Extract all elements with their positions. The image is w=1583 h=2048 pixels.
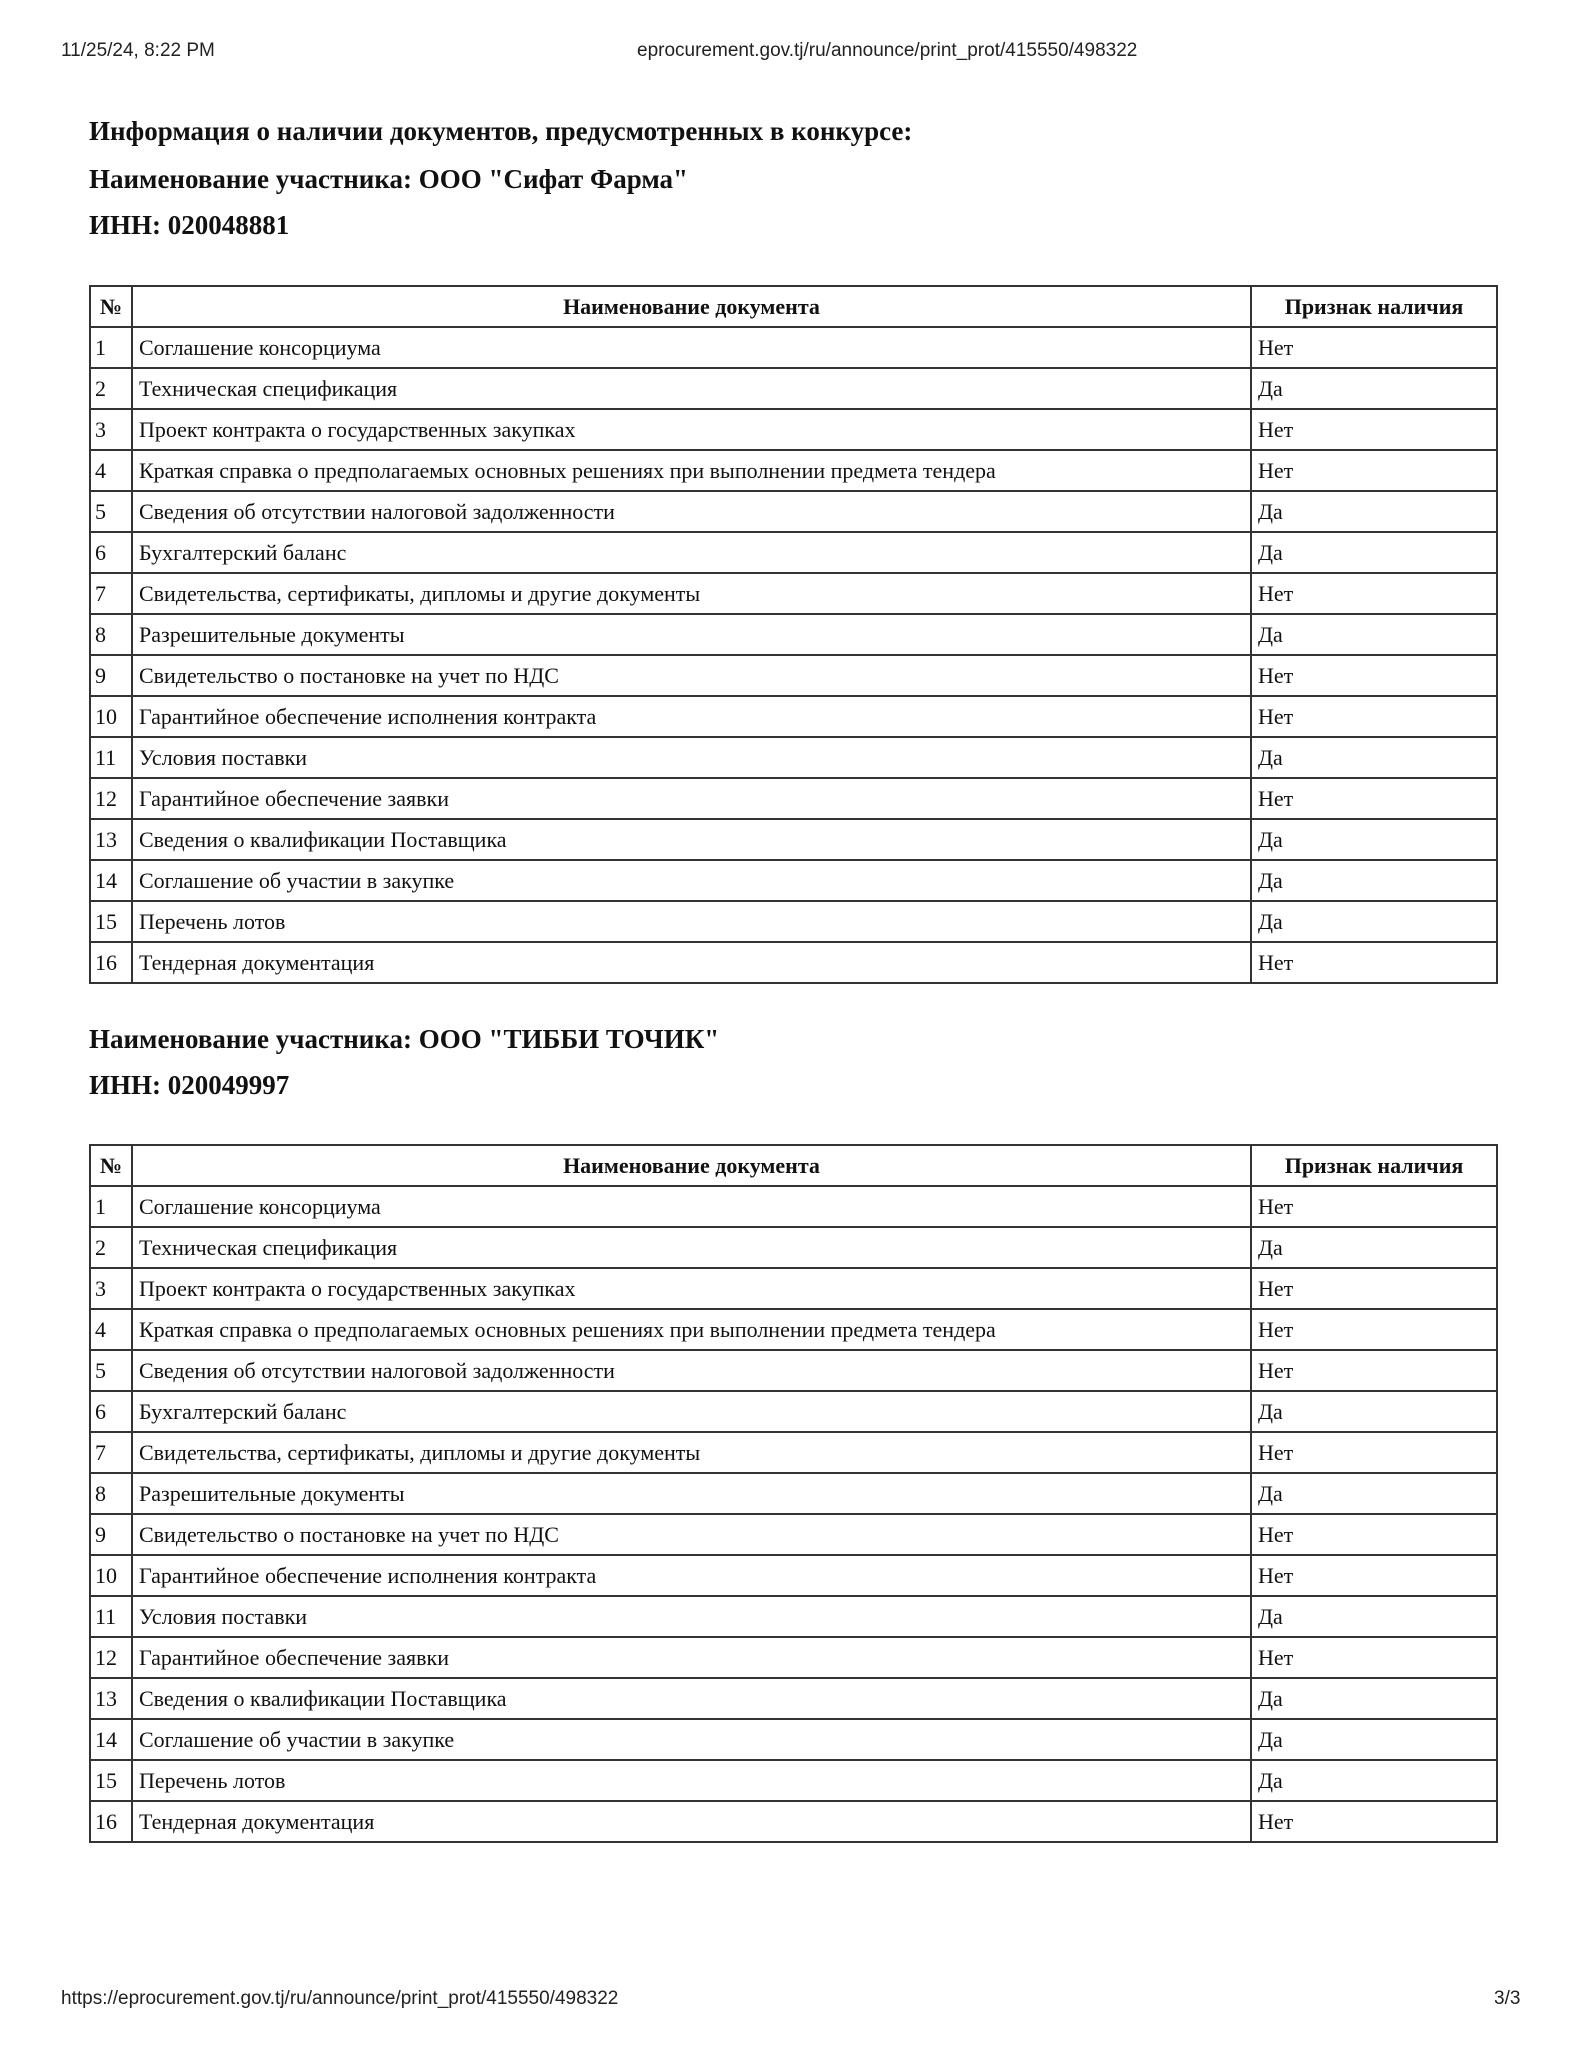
document-name: Свидетельства, сертификаты, дипломы и другие документы — [132, 573, 1251, 614]
row-number: 3 — [90, 409, 132, 450]
document-name: Тендерная документация — [132, 1801, 1251, 1842]
documents-table — [89, 285, 1498, 984]
document-name: Соглашение консорциума — [132, 327, 1251, 368]
document-name: Проект контракта о государственных закупках — [132, 1268, 1251, 1309]
row-number: 2 — [90, 1227, 132, 1268]
availability-value: Да — [1251, 1227, 1497, 1268]
row-number: 12 — [90, 778, 132, 819]
table-row — [90, 327, 1497, 368]
row-number: 3 — [90, 1268, 132, 1309]
document-name: Гарантийное обеспечение исполнения контракта — [132, 1555, 1251, 1596]
table-row — [90, 1350, 1497, 1391]
row-number: 10 — [90, 1555, 132, 1596]
row-number: 5 — [90, 491, 132, 532]
document-name: Соглашение об участии в закупке — [132, 1719, 1251, 1760]
row-number: 8 — [90, 1473, 132, 1514]
page-title: Информация о наличии документов, предусмотренных в конкурсе: — [89, 116, 913, 146]
table-row — [90, 1309, 1497, 1350]
table-row — [90, 409, 1497, 450]
table-row — [90, 1186, 1497, 1227]
availability-value: Нет — [1251, 1268, 1497, 1309]
availability-value: Нет — [1251, 1637, 1497, 1678]
availability-value: Нет — [1251, 655, 1497, 696]
table-row — [90, 614, 1497, 655]
availability-value: Да — [1251, 614, 1497, 655]
availability-value: Да — [1251, 1473, 1497, 1514]
availability-value: Да — [1251, 532, 1497, 573]
documents-table — [89, 1144, 1498, 1843]
availability-value: Да — [1251, 819, 1497, 860]
document-name: Условия поставки — [132, 1596, 1251, 1637]
availability-value: Нет — [1251, 1350, 1497, 1391]
col-document-header: Наименование документа — [132, 286, 1251, 327]
availability-value: Да — [1251, 1760, 1497, 1801]
table-row — [90, 1719, 1497, 1760]
document-name: Сведения о квалификации Поставщика — [132, 819, 1251, 860]
table-row — [90, 942, 1497, 983]
row-number: 16 — [90, 942, 132, 983]
row-number: 14 — [90, 860, 132, 901]
table-row — [90, 737, 1497, 778]
table-row — [90, 1432, 1497, 1473]
availability-value: Да — [1251, 737, 1497, 778]
col-number-header: № — [90, 286, 132, 327]
document-name: Бухгалтерский баланс — [132, 532, 1251, 573]
table-row — [90, 860, 1497, 901]
document-name: Гарантийное обеспечение заявки — [132, 1637, 1251, 1678]
col-document-header: Наименование документа — [132, 1145, 1251, 1186]
table-row — [90, 655, 1497, 696]
availability-value: Да — [1251, 1596, 1497, 1637]
table-row — [90, 1760, 1497, 1801]
row-number: 8 — [90, 614, 132, 655]
document-name: Свидетельства, сертификаты, дипломы и другие документы — [132, 1432, 1251, 1473]
row-number: 9 — [90, 1514, 132, 1555]
table-row — [90, 1555, 1497, 1596]
availability-value: Нет — [1251, 327, 1497, 368]
document-name: Соглашение об участии в закупке — [132, 860, 1251, 901]
row-number: 14 — [90, 1719, 132, 1760]
availability-value: Нет — [1251, 573, 1497, 614]
print-datetime: 11/25/24, 8:22 PM — [61, 40, 215, 61]
col-number-header: № — [90, 1145, 132, 1186]
row-number: 9 — [90, 655, 132, 696]
table-row — [90, 573, 1497, 614]
row-number: 6 — [90, 532, 132, 573]
row-number: 11 — [90, 1596, 132, 1637]
table-row — [90, 901, 1497, 942]
table-row — [90, 1391, 1497, 1432]
row-number: 7 — [90, 1432, 132, 1473]
row-number: 11 — [90, 737, 132, 778]
row-number: 1 — [90, 1186, 132, 1227]
availability-value: Нет — [1251, 1514, 1497, 1555]
table-row — [90, 819, 1497, 860]
document-name: Условия поставки — [132, 737, 1251, 778]
availability-value: Нет — [1251, 1186, 1497, 1227]
participant-name: Наименование участника: ООО "Сифат Фарма" — [89, 164, 689, 194]
participant-inn: ИНН: 020049997 — [89, 1070, 290, 1100]
document-name: Техническая спецификация — [132, 1227, 1251, 1268]
row-number: 10 — [90, 696, 132, 737]
print-footer-url: https://eprocurement.gov.tj/ru/announce/print_prot/415550/498322 — [61, 1988, 619, 2009]
participant-name: Наименование участника: ООО "ТИББИ ТОЧИК" — [89, 1024, 720, 1054]
row-number: 5 — [90, 1350, 132, 1391]
col-availability-header: Признак наличия — [1251, 286, 1497, 327]
document-name: Сведения об отсутствии налоговой задолженности — [132, 491, 1251, 532]
row-number: 2 — [90, 368, 132, 409]
row-number: 4 — [90, 1309, 132, 1350]
row-number: 4 — [90, 450, 132, 491]
document-name: Краткая справка о предполагаемых основных решениях при выполнении предмета тендера — [132, 450, 1251, 491]
document-name: Перечень лотов — [132, 901, 1251, 942]
table-header-row — [90, 286, 1497, 327]
document-name: Свидетельство о постановке на учет по НДС — [132, 1514, 1251, 1555]
document-name: Бухгалтерский баланс — [132, 1391, 1251, 1432]
document-name: Проект контракта о государственных закупках — [132, 409, 1251, 450]
document-name: Сведения о квалификации Поставщика — [132, 1678, 1251, 1719]
availability-value: Нет — [1251, 409, 1497, 450]
table-row — [90, 778, 1497, 819]
availability-value: Нет — [1251, 1309, 1497, 1350]
page-number: 3/3 — [1494, 1988, 1521, 2009]
table-row — [90, 1801, 1497, 1842]
row-number: 15 — [90, 1760, 132, 1801]
participant-inn: ИНН: 020048881 — [89, 210, 290, 240]
row-number: 7 — [90, 573, 132, 614]
print-header-url: eprocurement.gov.tj/ru/announce/print_prot/415550/498322 — [637, 40, 1138, 61]
document-name: Краткая справка о предполагаемых основных решениях при выполнении предмета тендера — [132, 1309, 1251, 1350]
availability-value: Нет — [1251, 696, 1497, 737]
availability-value: Нет — [1251, 778, 1497, 819]
table-row — [90, 696, 1497, 737]
availability-value: Нет — [1251, 1555, 1497, 1596]
availability-value: Нет — [1251, 1432, 1497, 1473]
row-number: 16 — [90, 1801, 132, 1842]
document-name: Тендерная документация — [132, 942, 1251, 983]
table-row — [90, 1637, 1497, 1678]
availability-value: Нет — [1251, 1801, 1497, 1842]
document-name: Разрешительные документы — [132, 614, 1251, 655]
table-row — [90, 1514, 1497, 1555]
document-name: Сведения об отсутствии налоговой задолженности — [132, 1350, 1251, 1391]
availability-value: Нет — [1251, 942, 1497, 983]
row-number: 13 — [90, 819, 132, 860]
row-number: 6 — [90, 1391, 132, 1432]
availability-value: Да — [1251, 491, 1497, 532]
availability-value: Нет — [1251, 450, 1497, 491]
document-name: Разрешительные документы — [132, 1473, 1251, 1514]
document-name: Гарантийное обеспечение исполнения контракта — [132, 696, 1251, 737]
table-row — [90, 368, 1497, 409]
table-row — [90, 1596, 1497, 1637]
table-row — [90, 491, 1497, 532]
document-name: Техническая спецификация — [132, 368, 1251, 409]
availability-value: Да — [1251, 901, 1497, 942]
availability-value: Да — [1251, 1719, 1497, 1760]
table-row — [90, 1227, 1497, 1268]
table-row — [90, 532, 1497, 573]
document-name: Свидетельство о постановке на учет по НДС — [132, 655, 1251, 696]
table-row — [90, 450, 1497, 491]
availability-value: Да — [1251, 1678, 1497, 1719]
row-number: 1 — [90, 327, 132, 368]
table-row — [90, 1473, 1497, 1514]
table-row — [90, 1268, 1497, 1309]
col-availability-header: Признак наличия — [1251, 1145, 1497, 1186]
document-name: Перечень лотов — [132, 1760, 1251, 1801]
row-number: 13 — [90, 1678, 132, 1719]
row-number: 15 — [90, 901, 132, 942]
availability-value: Да — [1251, 1391, 1497, 1432]
table-header-row — [90, 1145, 1497, 1186]
document-name: Соглашение консорциума — [132, 1186, 1251, 1227]
table-row — [90, 1678, 1497, 1719]
availability-value: Да — [1251, 368, 1497, 409]
row-number: 12 — [90, 1637, 132, 1678]
availability-value: Да — [1251, 860, 1497, 901]
document-name: Гарантийное обеспечение заявки — [132, 778, 1251, 819]
